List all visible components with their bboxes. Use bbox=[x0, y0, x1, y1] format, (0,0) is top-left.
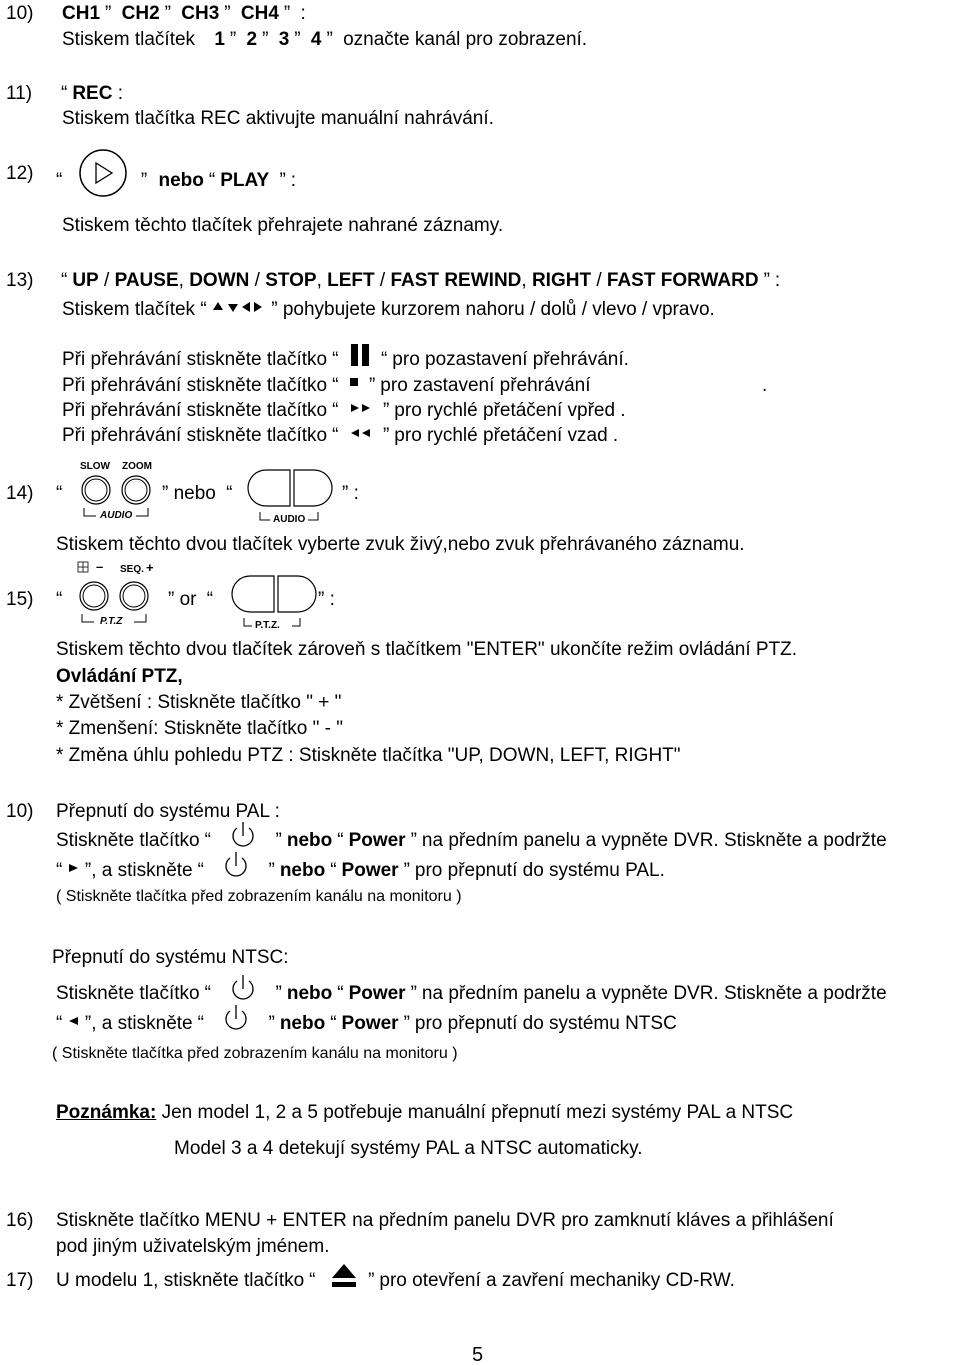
ntsc-title: Přepnutí do systému NTSC: bbox=[52, 947, 289, 968]
item-number: 12) bbox=[6, 163, 34, 184]
fast-forward-line: Při přehrávání stiskněte tlačítko “ ” pro rychlé přetáčení vpřed . bbox=[62, 400, 626, 421]
play-description: Stiskem těchto tlačítek přehrajete nahrané záznamy. bbox=[62, 215, 504, 236]
item-number: 17) bbox=[6, 1270, 34, 1291]
ptz-zoom-in: * Zvětšení : Stiskněte tlačítko " + " bbox=[56, 692, 342, 713]
ptz-angle: * Změna úhlu pohledu PTZ : Stiskněte tlačítka "UP, DOWN, LEFT, RIGHT" bbox=[56, 745, 681, 766]
right-arrow-icon bbox=[68, 863, 80, 873]
ptz-colon: ” : bbox=[318, 589, 335, 610]
power-icon bbox=[223, 1004, 249, 1032]
ch-labels-line: CH1 ” CH2 ” CH3 ” CH4 ” : bbox=[62, 3, 306, 24]
ntsc-note: ( Stiskněte tlačítka před zobrazením kanálu na monitoru ) bbox=[52, 1045, 458, 1062]
page-number: 5 bbox=[472, 1344, 484, 1366]
item-number: 16) bbox=[6, 1210, 34, 1231]
stop-icon bbox=[349, 377, 359, 387]
ntsc-line-1: Stiskněte tlačítko “ ” nebo “ Power ” na předním panelu a vypněte DVR. Stiskněte a podržte bbox=[56, 984, 887, 1003]
svg-text:+: + bbox=[146, 560, 154, 575]
stop-line: Při přehrávání stiskněte tlačítko “ ” pro zastavení přehrávání bbox=[62, 375, 591, 396]
menu-enter-line-1: Stiskněte tlačítko MENU + ENTER na předním panelu DVR pro zamknutí kláves a přihlášení bbox=[56, 1210, 834, 1231]
play-button-icon bbox=[72, 148, 134, 198]
svg-text:P.T.Z: P.T.Z bbox=[100, 616, 123, 627]
item-number: 10) bbox=[6, 801, 34, 822]
slow-zoom-audio-buttons-icon bbox=[78, 458, 168, 524]
left-arrow-icon bbox=[68, 1016, 80, 1026]
ch-description: Stiskem tlačítek 1 ” 2 ” 3 ” 4 ” označte kanál pro zobrazení. bbox=[62, 29, 588, 50]
rewind-line: Při přehrávání stiskněte tlačítko “ ” pro rychlé přetáčení vzad . bbox=[62, 425, 619, 446]
pal-title: Přepnutí do systému PAL : bbox=[56, 801, 280, 822]
menu-enter-line-2: pod jiným uživatelským jménem. bbox=[56, 1236, 330, 1257]
quote-open: “ bbox=[56, 589, 63, 610]
pal-note: ( Stiskněte tlačítka před zobrazením kanálu na monitoru ) bbox=[56, 888, 462, 905]
svg-text:P.T.Z.: P.T.Z. bbox=[255, 620, 280, 631]
ch2-label: CH2 bbox=[121, 3, 160, 24]
power-icon bbox=[230, 974, 256, 1002]
audio-nebo-line: ” nebo “ bbox=[162, 483, 233, 504]
audio-description: Stiskem těchto dvou tlačítek vyberte zvuk živý,nebo zvuk přehrávaného záznamu. bbox=[56, 534, 745, 555]
power-icon bbox=[223, 851, 249, 879]
pal-line-2: “ ”, a stiskněte “ ” nebo “ Power ” pro přepnutí do systému PAL. bbox=[56, 861, 665, 880]
ptz-buttons-icon bbox=[76, 558, 176, 630]
ntsc-line-2: “ ”, a stiskněte “ ” nebo “ Power ” pro přepnutí do systému NTSC bbox=[56, 1014, 677, 1033]
quote-open: “ bbox=[56, 483, 63, 504]
play-label-line: “ ” nebo “ PLAY ” : bbox=[56, 164, 296, 198]
eject-line: U modelu 1, stiskněte tlačítko “ ” pro otevření a zavření mechaniky CD-RW. bbox=[56, 1271, 735, 1290]
stop-line-period: . bbox=[762, 375, 768, 396]
note-label: Poznámka: bbox=[56, 1102, 157, 1123]
ptz-or-line: ” or “ bbox=[168, 589, 214, 610]
eject-icon bbox=[331, 1262, 357, 1288]
pause-icon bbox=[349, 344, 371, 366]
audio-rocker-button-icon bbox=[244, 468, 340, 524]
fast-forward-icon bbox=[349, 403, 373, 413]
item-number: 10) bbox=[6, 3, 34, 24]
ch4-label: CH4 bbox=[240, 3, 279, 24]
ptz-rocker-button-icon bbox=[228, 574, 324, 630]
ch3-label: CH3 bbox=[181, 3, 220, 24]
rec-description: Stiskem tlačítka REC aktivujte manuální nahrávání. bbox=[62, 108, 494, 129]
svg-text:SLOW: SLOW bbox=[80, 461, 110, 472]
ptz-zoom-out: * Zmenšení: Stiskněte tlačítko " - " bbox=[56, 718, 343, 739]
ptz-description: Stiskem těchto dvou tlačítek zároveň s tlačítkem "ENTER" ukončíte režim ovládání PTZ. bbox=[56, 639, 798, 660]
pause-line: Při přehrávání stiskněte tlačítko “ “ pro pozastavení přehrávání. bbox=[62, 350, 629, 369]
svg-text:AUDIO: AUDIO bbox=[273, 514, 306, 525]
note-line-1: Poznámka: Jen model 1, 2 a 5 potřebuje manuální přepnutí mezi systémy PAL a NTSC bbox=[56, 1102, 794, 1123]
ch1-label: CH1 bbox=[62, 3, 101, 24]
svg-text:ZOOM: ZOOM bbox=[122, 461, 152, 472]
item-number: 14) bbox=[6, 483, 34, 504]
power-icon bbox=[230, 821, 256, 849]
arrow-keys-icon bbox=[212, 301, 266, 313]
navigation-description: Stiskem tlačítek “ ” pohybujete kurzorem nahoru / dolů / vlevo / vpravo. bbox=[62, 299, 715, 320]
item-number: 15) bbox=[6, 589, 34, 610]
navigation-labels-line: “ UP / PAUSE, DOWN / STOP, LEFT / FAST REWIND, RIGHT / FAST FORWARD ” : bbox=[61, 270, 781, 291]
rec-label-line: “ REC : bbox=[61, 83, 124, 104]
item-number: 13) bbox=[6, 270, 34, 291]
rewind-icon bbox=[349, 428, 373, 438]
ptz-title: Ovládání PTZ, bbox=[56, 666, 183, 687]
pal-line-1: Stiskněte tlačítko “ ” nebo “ Power ” na předním panelu a vypněte DVR. Stiskněte a podržte bbox=[56, 831, 887, 850]
svg-text:–: – bbox=[96, 559, 104, 574]
svg-text:AUDIO: AUDIO bbox=[100, 510, 133, 521]
note-line-2: Model 3 a 4 detekují systémy PAL a NTSC automaticky. bbox=[174, 1138, 643, 1159]
svg-text:SEQ.: SEQ. bbox=[120, 564, 144, 575]
audio-colon: ” : bbox=[342, 483, 359, 504]
item-number: 11) bbox=[6, 83, 33, 104]
